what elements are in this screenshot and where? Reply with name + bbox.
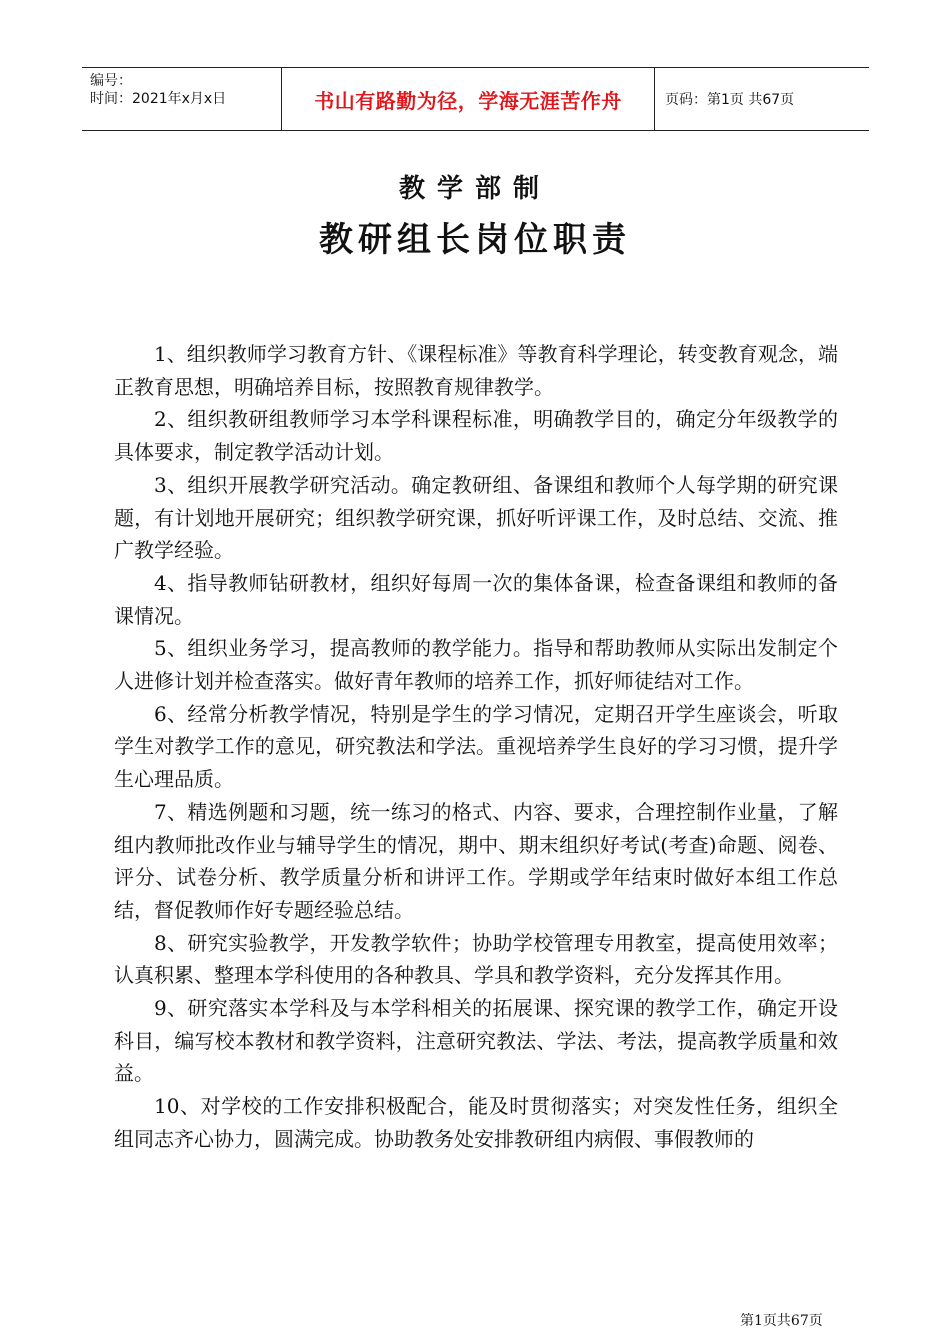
paragraph: 4、指导教师钻研教材，组织好每周一次的集体备课，检查备课组和教师的备课情况。 <box>114 570 838 628</box>
paragraph: 8、研究实验教学，开发教学软件；协助学校管理专用教室，提高使用效率；认真积累、整理本学科使用的各种教具、学具和教学资料，充分发挥其作用。 <box>114 930 838 988</box>
number-label: 编号： <box>90 73 132 89</box>
header-page-cell <box>655 68 869 130</box>
header-motto-cell <box>282 68 655 130</box>
document-title: 教研组长岗位职责 <box>319 220 631 260</box>
page-footer: 第1页共67页 <box>740 1313 823 1329</box>
page-info: 页码：第1页 共67页 <box>665 92 795 108</box>
paragraph: 9、研究落实本学科及与本学科相关的拓展课、探究课的教学工作，确定开设科目，编写校本教材和教学资料，注意研究教法、学法、考法，提高教学质量和效益。 <box>114 996 838 1086</box>
department-heading: 教学部制 <box>398 174 551 204</box>
document-body <box>114 338 838 1156</box>
time-label: 时间：2021年x月x日 <box>90 91 227 107</box>
paragraph: 10、对学校的工作安排积极配合，能及时贯彻落实；对突发性任务，组织全组同志齐心协力，圆满完成。协助教务处安排教研组内病假、事假教师的 <box>114 1094 838 1151</box>
paragraph: 2、组织教研组教师学习本学科课程标准，明确教学目的，确定分年级教学的具体要求，制定教学活动计划。 <box>114 407 838 465</box>
paragraph: 7、精选例题和习题，统一练习的格式、内容、要求，合理控制作业量，了解组内教师批改作业与辅导学生的情况，期中、期末组织好考试(考查)命题、阅卷、评分、试卷分析、教学质量分析和讲评工作。学期或学年结束时做好本组工作总结，督促教师作好专题经验总结。 <box>114 799 838 922</box>
motto-text: 书山有路勤为径，学海无涯苦作舟 <box>314 88 622 113</box>
header-meta-cell <box>82 68 282 130</box>
document-header <box>82 67 869 131</box>
paragraph: 3、组织开展教学研究活动。确定教研组、备课组和教师个人每学期的研究课题，有计划地开展研究；组织教学研究课，抓好听评课工作，及时总结、交流、推广教学经验。 <box>114 472 838 563</box>
paragraph: 5、组织业务学习，提高教师的教学能力。指导和帮助教师从实际出发制定个人进修计划并检查落实。做好青年教师的培养工作，抓好师徒结对工作。 <box>114 636 838 694</box>
paragraph: 6、经常分析教学情况，特别是学生的学习情况，定期召开学生座谈会，听取学生对教学工作的意见，研究教法和学法。重视培养学生良好的学习习惯，提升学生心理品质。 <box>114 701 838 792</box>
paragraph: 1、组织教师学习教育方针、《课程标准》等教育科学理论，转变教育观念，端正教育思想，明确培养目标，按照教育规律教学。 <box>114 342 838 399</box>
